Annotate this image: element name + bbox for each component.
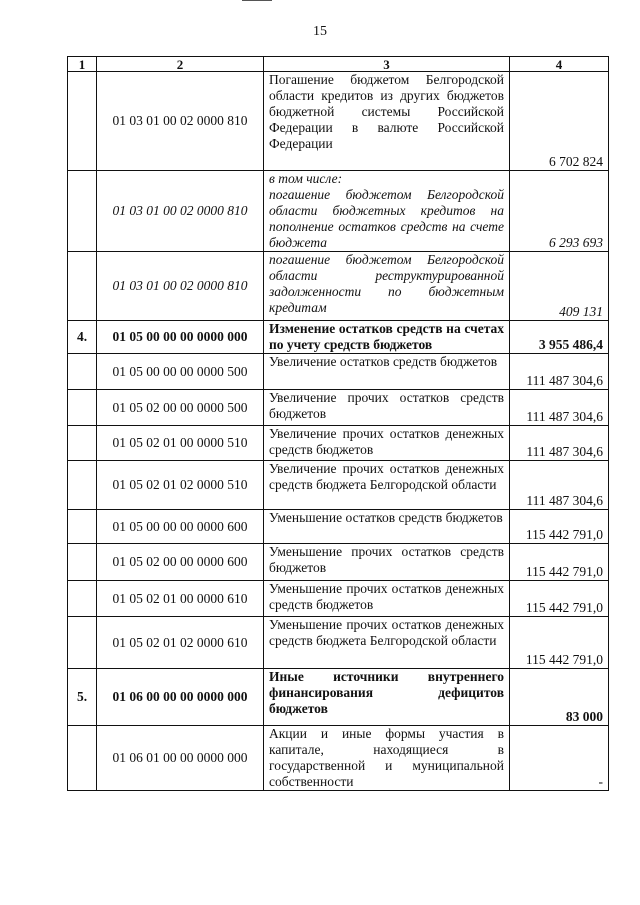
- scan-artifact: [242, 0, 272, 3]
- amount-value: 111 487 304,6: [510, 390, 609, 426]
- item-description: [264, 617, 510, 669]
- amount-value: 111 487 304,6: [510, 426, 609, 461]
- description-text: Увеличение прочих остатков денежных средств бюджета Белгородской области: [269, 461, 504, 492]
- amount-value: 3 955 486,4: [510, 321, 609, 354]
- item-description: [264, 321, 510, 354]
- header-col-3: 3: [264, 57, 510, 72]
- description-text: Изменение остатков средств на счетах по учету средств бюджетов: [269, 321, 504, 352]
- amount-value: 111 487 304,6: [510, 461, 609, 510]
- budget-sources-table: [67, 56, 609, 791]
- description-text: Акции и иные формы участия в капитале, находящиеся в государственной и муниципальной собственности: [269, 726, 504, 789]
- amount-value: 409 131: [510, 252, 609, 321]
- budget-code: 01 05 02 00 00 0000 500: [97, 390, 264, 426]
- row-number: [68, 544, 97, 581]
- table-row: [68, 426, 609, 461]
- amount-value: 111 487 304,6: [510, 354, 609, 390]
- row-number: [68, 581, 97, 617]
- table-row: [68, 581, 609, 617]
- header-col-2: 2: [97, 57, 264, 72]
- budget-code: 01 05 02 01 00 0000 510: [97, 426, 264, 461]
- header-col-1: 1: [68, 57, 97, 72]
- description-text: Увеличение прочих остатков средств бюджетов: [269, 390, 504, 421]
- item-description: [264, 171, 510, 252]
- budget-code: 01 05 02 01 02 0000 510: [97, 461, 264, 510]
- row-number: [68, 354, 97, 390]
- budget-code: 01 03 01 00 02 0000 810: [97, 171, 264, 252]
- row-number: 5.: [68, 669, 97, 726]
- amount-value: 115 442 791,0: [510, 544, 609, 581]
- table-row: [68, 390, 609, 426]
- row-number: [68, 510, 97, 544]
- budget-code: 01 03 01 00 02 0000 810: [97, 252, 264, 321]
- amount-value: 6 293 693: [510, 171, 609, 252]
- table-row: [68, 72, 609, 171]
- table-row: [68, 617, 609, 669]
- amount-value: 115 442 791,0: [510, 510, 609, 544]
- table-row: [68, 669, 609, 726]
- row-number: 4.: [68, 321, 97, 354]
- item-description: [264, 354, 510, 390]
- description-text: Увеличение остатков средств бюджетов: [269, 354, 498, 369]
- description-text: в том числе:: [269, 171, 343, 186]
- row-number: [68, 426, 97, 461]
- item-description: [264, 510, 510, 544]
- description-text: Уменьшение прочих остатков денежных средств бюджетов: [269, 581, 504, 612]
- table-row: [68, 354, 609, 390]
- item-description: [264, 390, 510, 426]
- description-text: Увеличение прочих остатков денежных средств бюджетов: [269, 426, 504, 457]
- budget-code: 01 06 00 00 00 0000 000: [97, 669, 264, 726]
- row-number: [68, 461, 97, 510]
- budget-code: 01 05 00 00 00 0000 500: [97, 354, 264, 390]
- budget-code: 01 06 01 00 00 0000 000: [97, 726, 264, 791]
- budget-code: 01 05 00 00 00 0000 600: [97, 510, 264, 544]
- row-number: [68, 617, 97, 669]
- table-row: [68, 321, 609, 354]
- item-description: [264, 461, 510, 510]
- budget-code: 01 05 00 00 00 0000 000: [97, 321, 264, 354]
- item-description: [264, 581, 510, 617]
- page-number: 15: [313, 24, 327, 39]
- item-description: [264, 544, 510, 581]
- budget-code: 01 05 02 01 00 0000 610: [97, 581, 264, 617]
- description-subtext: погашение бюджетом Белгородской области бюджетных кредитов на пополнение остатков средств на счете бюджета: [269, 187, 504, 250]
- table-header-row: [68, 57, 609, 72]
- description-text: погашение бюджетом Белгородской области реструктурированной задолженности по бюджетным кредитам: [269, 252, 504, 315]
- table-row: [68, 544, 609, 581]
- item-description: [264, 252, 510, 321]
- row-number: [68, 72, 97, 171]
- item-description: [264, 426, 510, 461]
- description-text: Уменьшение прочих остатков денежных средств бюджета Белгородской области: [269, 617, 504, 648]
- amount-value: -: [510, 726, 609, 791]
- budget-code: 01 03 01 00 02 0000 810: [97, 72, 264, 171]
- amount-value: 83 000: [510, 669, 609, 726]
- table-row: [68, 726, 609, 791]
- row-number: [68, 252, 97, 321]
- table-row: [68, 171, 609, 252]
- budget-code: 01 05 02 00 00 0000 600: [97, 544, 264, 581]
- table-row: [68, 461, 609, 510]
- row-number: [68, 390, 97, 426]
- description-text: Погашение бюджетом Белгородской области кредитов из других бюджетов бюджетной системы Российской Федерации в валюте Российской Федерации: [269, 72, 504, 151]
- amount-value: 115 442 791,0: [510, 581, 609, 617]
- description-text: Уменьшение остатков средств бюджетов: [269, 510, 503, 525]
- row-number: [68, 726, 97, 791]
- table-row: [68, 510, 609, 544]
- description-text: Уменьшение прочих остатков средств бюджетов: [269, 544, 504, 575]
- item-description: [264, 726, 510, 791]
- item-description: [264, 72, 510, 171]
- amount-value: 115 442 791,0: [510, 617, 609, 669]
- row-number: [68, 171, 97, 252]
- item-description: [264, 669, 510, 726]
- table-row: [68, 252, 609, 321]
- amount-value: 6 702 824: [510, 72, 609, 171]
- budget-code: 01 05 02 01 02 0000 610: [97, 617, 264, 669]
- header-col-4: 4: [510, 57, 609, 72]
- description-text: Иные источники внутреннего финансирования дефицитов бюджетов: [269, 669, 504, 716]
